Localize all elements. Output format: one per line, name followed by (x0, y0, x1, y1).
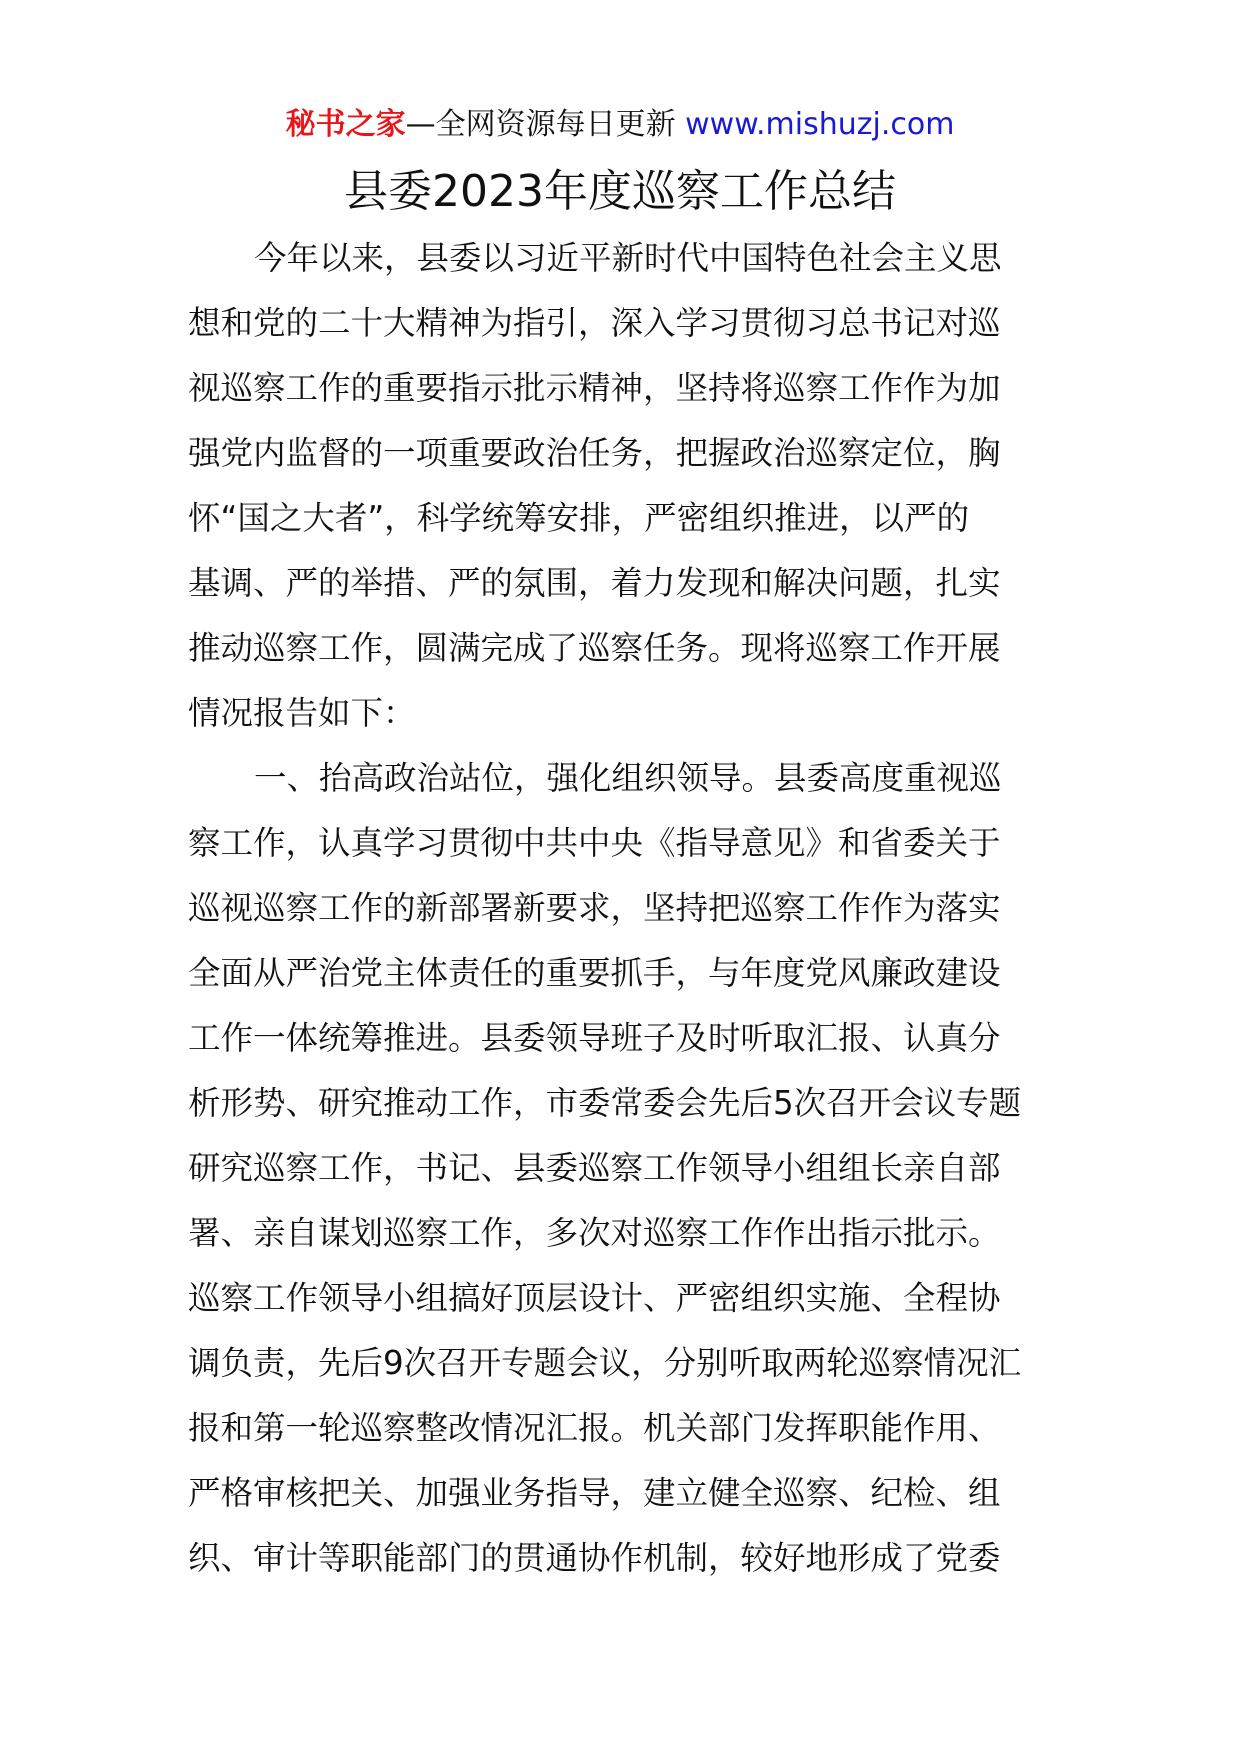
text-line: 察工作，认真学习贯彻中共中央《指导意见》和省委关于 (188, 824, 1001, 862)
text-line: 强党内监督的一项重要政治任务，把握政治巡察定位，胸 (188, 434, 1001, 472)
text-line: 基调、严的举措、严的氛围，着力发现和解决问题，扎实 (188, 564, 1001, 602)
text-line: 织、审计等职能部门的贯通协作机制，较好地形成了党委 (188, 1539, 1001, 1577)
text-line: 研究巡察工作，书记、县委巡察工作领导小组组长亲自部 (188, 1149, 1001, 1187)
text-line: 报和第一轮巡察整改情况汇报。机关部门发挥职能作用、 (188, 1409, 1001, 1447)
text-line: 推动巡察工作，圆满完成了巡察任务。现将巡察工作开展 (188, 629, 1001, 667)
text-line: 巡察工作领导小组搞好顶层设计、严密组织实施、全程协 (188, 1279, 1001, 1317)
brand-name: 秘书之家 (285, 107, 406, 142)
document-title: 县委2023年度巡察工作总结 (344, 166, 896, 217)
text-line: 严格审核把关、加强业务指导，建立健全巡察、纪检、组 (188, 1474, 1001, 1512)
text-line: 工作一体统筹推进。县委领导班子及时听取汇报、认真分 (188, 1019, 1001, 1057)
text-line: 署、亲自谋划巡察工作，多次对巡察工作作出指示批示。 (188, 1214, 1001, 1252)
banner-tagline: —全网资源每日更新 (405, 107, 676, 142)
text-line: 视巡察工作的重要指示批示精神，坚持将巡察工作作为加 (188, 369, 1001, 407)
site-url[interactable]: www.mishuzj.com (685, 107, 955, 142)
text-line: 想和党的二十大精神为指引，深入学习贯彻习总书记对巡 (188, 304, 1001, 342)
text-line: 析形势、研究推动工作，市委常委会先后5次召开会议专题 (188, 1084, 1022, 1122)
text-line: 情况报告如下： (188, 694, 416, 732)
site-banner (0, 103, 1240, 147)
text-line: 怀“国之大者”，科学统筹安排，严密组织推进，以严的 (188, 499, 970, 537)
text-line: 今年以来，县委以习近平新时代中国特色社会主义思 (254, 239, 1002, 277)
text-line: 全面从严治党主体责任的重要抓手，与年度党风廉政建设 (188, 954, 1001, 992)
section-heading-line: 一、抬高政治站位，强化组织领导。县委高度重视巡 (254, 759, 1002, 797)
text-line: 调负责，先后9次召开专题会议，分别听取两轮巡察情况汇 (188, 1344, 1022, 1382)
text-line: 巡视巡察工作的新部署新要求，坚持把巡察工作作为落实 (188, 889, 1001, 927)
document-body (188, 226, 1048, 1591)
